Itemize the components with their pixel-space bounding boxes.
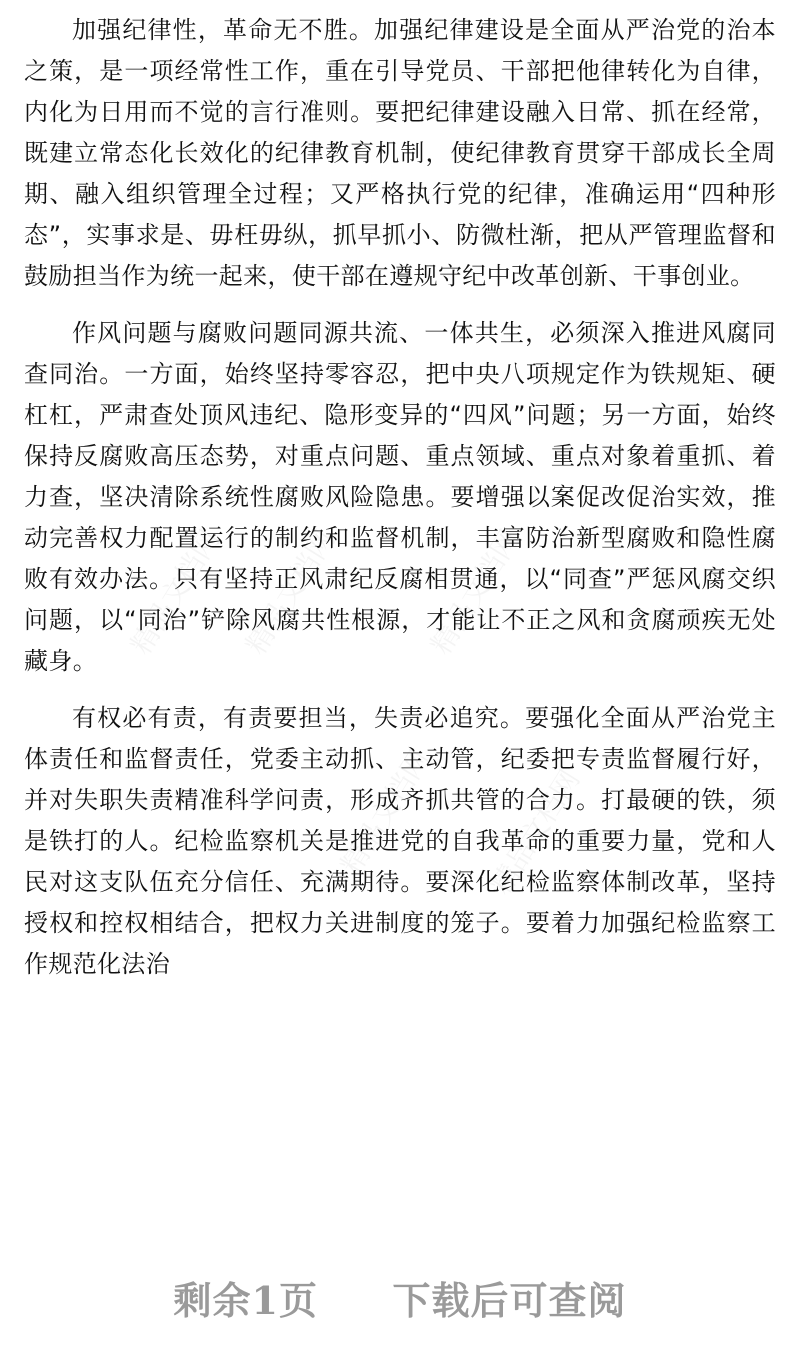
remaining-pages-label: 剩余1页: [173, 1278, 318, 1323]
paragraph-discipline-building: 加强纪律性，革命无不胜。加强纪律建设是全面从严治党的治本之策，是一项经常性工作，重在引导党员、干部把他律转化为自律，内化为日用而不觉的言行准则。要把纪律建设融入日常、抓在经常，既建立常态化长效化的纪律教育机制，使纪律教育贯穿干部成长全周期、融入组织管理全过程；又严格执行党的纪律，准确运用“四种形态”，实事求是、毋枉毋纵，抓早抓小、防微杜渐，把从严管理监督和鼓励担当作为统一起来，使干部在遵规守纪中改革创新、干事创业。: [24, 16, 776, 290]
download-footer[interactable]: [0, 1270, 800, 1325]
paragraph-style-and-corruption: 作风问题与腐败问题同源共流、一体共生，必须深入推进风腐同查同治。一方面，始终坚持零容忍，把中央八项规定作为铁规矩、硬杠杠，严肃查处顶风违纪、隐形变异的“四风”问题；另一方面，始终保持反腐败高压态势，对重点问题、重点领域、重点对象着重抓、着力查，坚决清除系统性腐败风险隐患。要增强以案促改促治实效，推动完善权力配置运行的制约和监督机制，丰富防治新型腐败和隐性腐败有效办法。只有坚持正风肃纪反腐相贯通，以“同查”严惩风腐交织问题，以“同治”铲除风腐共性根源，才能让不正之风和贪腐顽疾无处藏身。: [24, 319, 776, 675]
document-body: [24, 10, 776, 1001]
paragraph-responsibility-and-accountability: 有权必有责，有责要担当，失责必追究。要强化全面从严治党主体责任和监督责任，党委主动抓、主动管，纪委把专责监督履行好，并对失职失责精准科学问责，形成齐抓共管的合力。打最硬的铁，须是铁打的人。纪检监察机关是推进党的自我革命的重要力量，党和人民对这支队伍充分信任、充满期待。要深化纪检监察体制改革，坚持授权和控权相结合，把权力关进制度的笼子。要着力加强纪检监察工作规范化法治: [24, 704, 776, 978]
download-prompt-label: 下载后可查阅: [392, 1278, 627, 1323]
